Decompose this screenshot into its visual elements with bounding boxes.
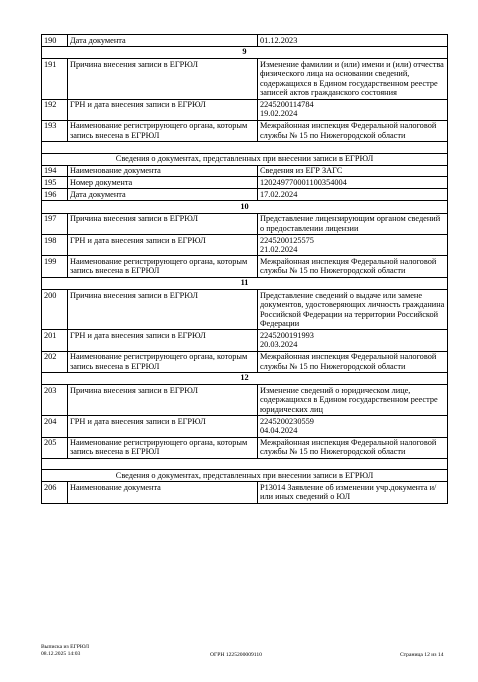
row-value: 2245200191993 20.03.2024 <box>258 330 448 351</box>
table-row <box>42 482 448 503</box>
row-value: Межрайонная инспекция Федеральной налоговой службы № 15 по Нижегородской области <box>258 437 448 458</box>
table-row <box>42 256 448 277</box>
row-number: 206 <box>42 482 68 503</box>
footer-datetime: 08.12.2025 14:03 <box>41 650 81 657</box>
row-value: 17.02.2024 <box>258 189 448 201</box>
row-value: Представление лицензирующим органом сведений о предоставлении лицензии <box>258 213 448 234</box>
row-label: Причина внесения записи в ЕГРЮЛ <box>68 385 258 416</box>
table-row <box>42 120 448 141</box>
table-row <box>42 351 448 372</box>
spacer-cell <box>42 142 448 154</box>
section-header-row <box>42 277 448 290</box>
table-row <box>42 213 448 234</box>
row-label: Причина внесения записи в ЕГРЮЛ <box>68 213 258 234</box>
table-row <box>42 290 448 330</box>
spacer-row <box>42 142 448 154</box>
footer-left <box>41 644 89 657</box>
table-row <box>42 330 448 351</box>
row-label: Номер документа <box>68 177 258 189</box>
row-value: Сведения из ЕГР ЗАГС <box>258 165 448 177</box>
table-row <box>42 177 448 189</box>
subsection-header-row <box>42 470 448 482</box>
section-number: 9 <box>42 46 448 59</box>
row-number: 197 <box>42 213 68 234</box>
spacer-cell <box>42 458 448 470</box>
table-row <box>42 99 448 120</box>
footer-page-number: Страница 12 из 14 <box>400 652 444 658</box>
table-row <box>42 416 448 437</box>
register-table-body <box>42 35 448 504</box>
row-number: 204 <box>42 416 68 437</box>
section-number: 11 <box>42 277 448 290</box>
row-value: 01.12.2023 <box>258 35 448 47</box>
row-label: Наименование регистрирующего органа, которым запись внесена в ЕГРЮЛ <box>68 256 258 277</box>
table-row <box>42 59 448 99</box>
row-label: Наименование регистрирующего органа, которым запись внесена в ЕГРЮЛ <box>68 351 258 372</box>
row-value: Р13014 Заявление об изменении учр.документа и/или иных сведений о ЮЛ <box>258 482 448 503</box>
row-number: 196 <box>42 189 68 201</box>
row-label: Причина внесения записи в ЕГРЮЛ <box>68 59 258 99</box>
row-label: ГРН и дата внесения записи в ЕГРЮЛ <box>68 235 258 256</box>
table-row <box>42 165 448 177</box>
row-label: Наименование документа <box>68 165 258 177</box>
table-row <box>42 235 448 256</box>
section-header-row <box>42 46 448 59</box>
row-number: 195 <box>42 177 68 189</box>
footer-doc-title: Выписка из ЕГРЮЛ <box>41 644 90 650</box>
subsection-title: Сведения о документах, представленных при внесении записи в ЕГРЮЛ <box>42 153 448 165</box>
table-row <box>42 35 448 47</box>
section-header-row <box>42 201 448 214</box>
row-value: Изменение фамилии и (или) имени и (или) отчества физического лица на основании сведений, содержащихся в Едином государственном реестре записей актов гражданского состояния <box>258 59 448 99</box>
table-row <box>42 189 448 201</box>
row-number: 191 <box>42 59 68 99</box>
row-number: 201 <box>42 330 68 351</box>
subsection-title: Сведения о документах, представленных при внесении записи в ЕГРЮЛ <box>42 470 448 482</box>
row-value: 2245200230559 04.04.2024 <box>258 416 448 437</box>
row-label: ГРН и дата внесения записи в ЕГРЮЛ <box>68 416 258 437</box>
table-row <box>42 385 448 416</box>
row-number: 192 <box>42 99 68 120</box>
section-header-row <box>42 372 448 385</box>
table-row <box>42 437 448 458</box>
row-label: Наименование регистрирующего органа, которым запись внесена в ЕГРЮЛ <box>68 120 258 141</box>
row-label: Наименование регистрирующего органа, которым запись внесена в ЕГРЮЛ <box>68 437 258 458</box>
spacer-row <box>42 458 448 470</box>
row-number: 193 <box>42 120 68 141</box>
row-number: 205 <box>42 437 68 458</box>
row-label: ГРН и дата внесения записи в ЕГРЮЛ <box>68 330 258 351</box>
row-number: 198 <box>42 235 68 256</box>
row-label: Дата документа <box>68 189 258 201</box>
row-value: Межрайонная инспекция Федеральной налоговой службы № 15 по Нижегородской области <box>258 351 448 372</box>
row-number: 194 <box>42 165 68 177</box>
section-number: 12 <box>42 372 448 385</box>
footer-ogrn: ОГРН 1225200009110 <box>210 652 262 658</box>
row-value: Межрайонная инспекция Федеральной налоговой службы № 15 по Нижегородской области <box>258 120 448 141</box>
register-table <box>41 34 448 504</box>
row-number: 203 <box>42 385 68 416</box>
row-label: Причина внесения записи в ЕГРЮЛ <box>68 290 258 330</box>
row-value: 2245200114784 19.02.2024 <box>258 99 448 120</box>
row-number: 200 <box>42 290 68 330</box>
row-value: 120249770001100354004 <box>258 177 448 189</box>
row-value: 2245200125575 21.02.2024 <box>258 235 448 256</box>
subsection-header-row <box>42 153 448 165</box>
section-number: 10 <box>42 201 448 214</box>
row-number: 199 <box>42 256 68 277</box>
row-label: Наименование документа <box>68 482 258 503</box>
row-label: ГРН и дата внесения записи в ЕГРЮЛ <box>68 99 258 120</box>
row-value: Представление сведений о выдаче или замене документов, удостоверяющих личность гражданина Российской Федерации на территории Российской Федерации <box>258 290 448 330</box>
row-value: Изменение сведений о юридическом лице, содержащихся в Едином государственном реестре юридических лиц <box>258 385 448 416</box>
row-number: 190 <box>42 35 68 47</box>
row-label: Дата документа <box>68 35 258 47</box>
row-value: Межрайонная инспекция Федеральной налоговой службы № 15 по Нижегородской области <box>258 256 448 277</box>
row-number: 202 <box>42 351 68 372</box>
